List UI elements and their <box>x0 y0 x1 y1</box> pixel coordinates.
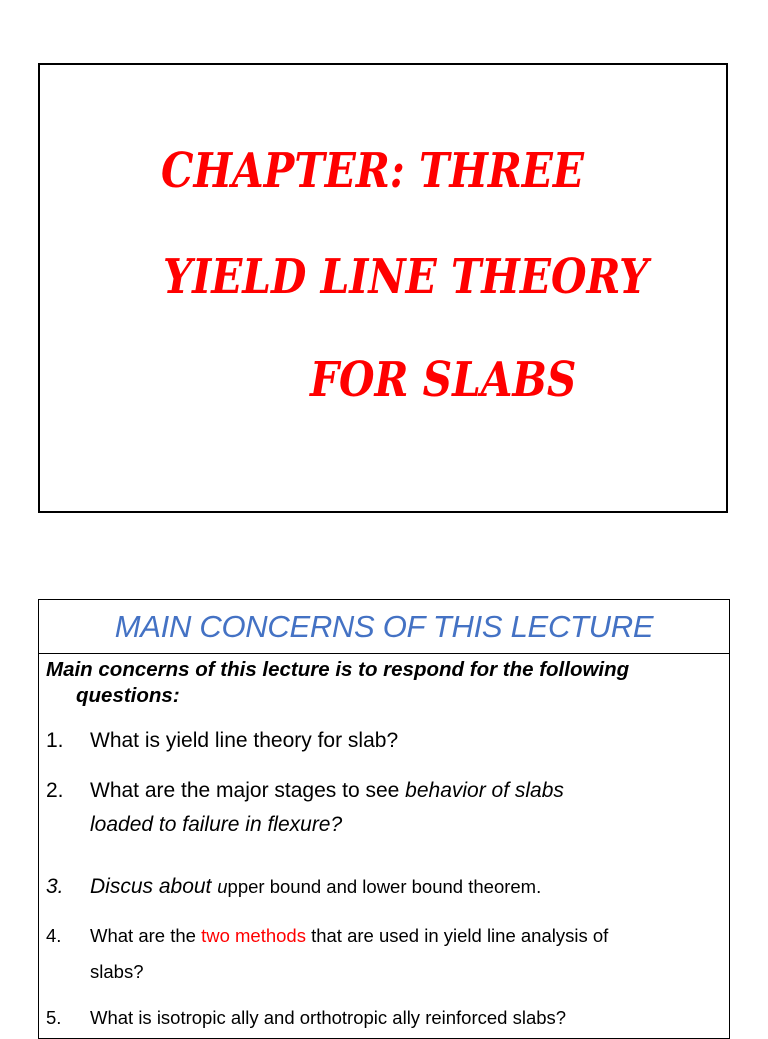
list-number: 3. <box>46 875 64 898</box>
question-text: What is yield line theory for slab? <box>90 729 399 752</box>
question-text: pper bound and lower bound theorem. <box>227 876 542 897</box>
list-item <box>46 1000 716 1036</box>
list-number: 2. <box>46 779 64 802</box>
intro-line1: Main concerns of this lecture is to respond for the following <box>46 658 630 681</box>
list-number: 5. <box>46 1007 62 1028</box>
topic-heading-line1: YIELD LINE THEORY <box>163 249 649 305</box>
title-slide <box>38 63 728 513</box>
list-item <box>46 774 716 842</box>
question-text-italic: Discus about <box>90 875 218 898</box>
question-text-highlight: two methods <box>201 925 312 946</box>
topic-heading-line2: FOR SLABS <box>310 352 577 408</box>
intro-line2: questions: <box>76 684 180 707</box>
question-text: What is isotropic ally and orthotropic ally reinforced slabs? <box>90 1007 567 1028</box>
question-text-italic-u: u <box>217 876 228 897</box>
list-item <box>46 870 716 904</box>
list-number: 1. <box>46 729 64 752</box>
list-item <box>46 724 716 758</box>
list-number: 4. <box>46 925 62 946</box>
concerns-title: MAIN CONCERNS OF THIS LECTURE <box>114 608 654 644</box>
chapter-heading: CHAPTER: THREE <box>161 143 585 199</box>
concerns-slide <box>38 599 730 1039</box>
question-text-italic-cont: loaded to failure in flexure? <box>90 813 343 836</box>
question-text: What are the <box>90 925 202 946</box>
question-text-cont: slabs? <box>90 961 144 982</box>
concerns-header <box>39 600 729 654</box>
intro-text <box>46 657 716 709</box>
question-text-after: that are used in yield line analysis of <box>311 925 609 946</box>
question-text-italic: behavior of slabs <box>405 779 564 802</box>
list-item <box>46 918 716 990</box>
question-text: What are the major stages to see <box>90 779 406 802</box>
